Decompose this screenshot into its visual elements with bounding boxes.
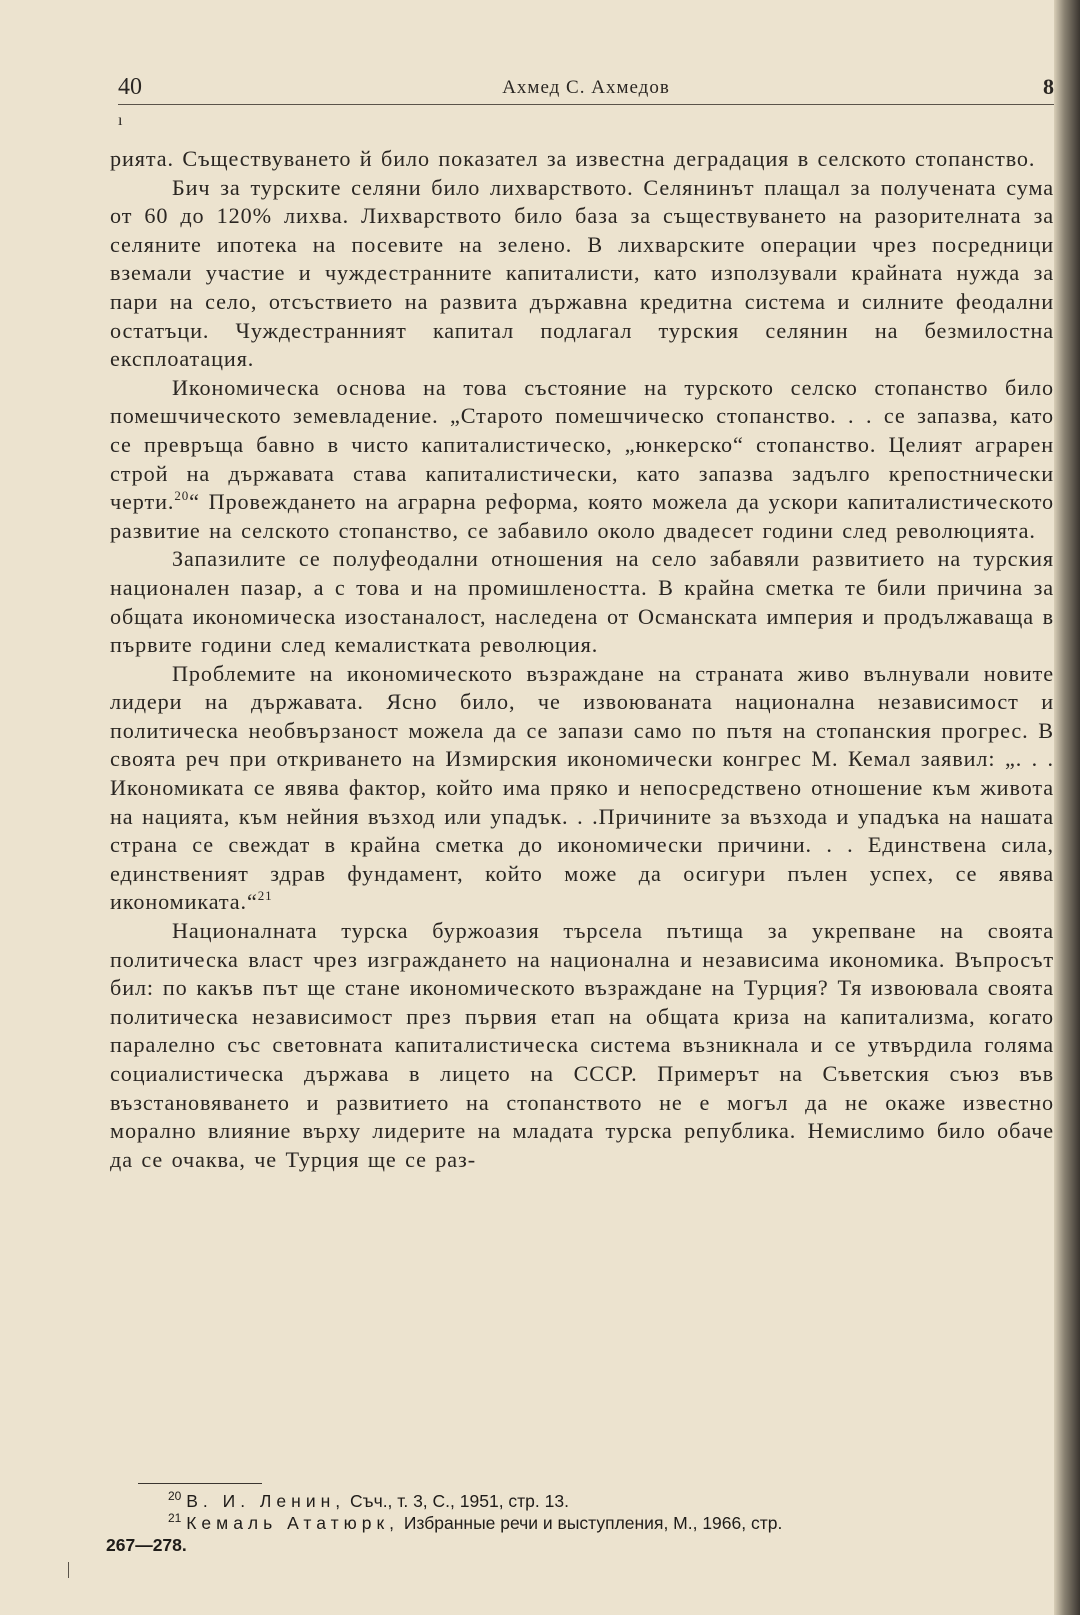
footnote-21-text: Избранные речи и выступления, М., 1966, стр. <box>403 1513 783 1533</box>
paragraph-1: рията. Съществуването й било показател за известна деградация в селското стопанство. <box>110 146 1036 171</box>
paragraph-3 <box>110 374 1054 546</box>
footnote-ref-21: 21 <box>257 888 273 904</box>
header-rule <box>118 104 1054 105</box>
body-text <box>110 145 1054 1174</box>
running-head: Ахмед С. Ахмедов <box>502 77 670 98</box>
header-corner-mark: 8 <box>1043 74 1054 99</box>
margin-tick <box>68 1562 69 1578</box>
paragraph-2: Бич за турските селяни било лихварството. Селянинът плащал за получената сума от 60 до 120% лихва. Лихварството било база за съществуването на разорителната за селяните ипотека на посевите на зелено. В лихварските операции чрез посредници вземали участие и чуждестранните капиталисти, като използували крайната нужда за пари на село, отсъствието на развита държавна кредитна система и силните феодални остатъци. Чуждестранният капитал подлагал турския селянин на безмилостна експлоатация. <box>110 174 1054 372</box>
page-number: 40 <box>118 74 142 100</box>
footnote-20-number: 20 <box>168 1489 182 1503</box>
page-edge-shadow <box>1054 0 1080 1615</box>
paragraph-4: Запазилите се полуфеодални отношения на село забавяли развитието на турския национален пазар, а с това и на промишлеността. В крайна сметка те били причина за общата икономическа изостаналост, наследена от Османската империя и продължаваща в първите години след кемалистката революция. <box>110 546 1054 658</box>
paragraph-5 <box>110 660 1054 917</box>
footnote-21-author: Кемаль Ататюрк, <box>186 1513 399 1533</box>
footnote-20 <box>106 1490 1052 1512</box>
footnotes <box>106 1490 1052 1556</box>
stray-mark: ı <box>118 112 123 129</box>
paragraph-3-text-b: “ Провеждането на аграрна реформа, която можела да ускори капиталистическото развитие на селското стопанство, се забавило около двадесет години след революцията. <box>110 489 1054 543</box>
paragraph-6: Националната турска буржоазия търсела пътища за укрепване на своята политическа власт чрез изграждането на национална и независима икономика. Въпросът бил: по какъв път ще стане икономическото възраждане на Турция? Тя извоювала своята политическа независимост през първия етап на общата криза на капитализма, когато паралелно със световната капиталистическа система възникнала и се утвърдила голяма социалистическа държава в лицето на СССР. Примерът на Съветския съюз във възстановяването и развитието на стопанството не е могъл да не окаже известно морално влияние върху лидерите на младата турска република. Немислимо било обаче да се очаква, че Турция ще се раз- <box>110 918 1054 1172</box>
page-header <box>118 74 1054 106</box>
paragraph-3-text-a: Икономическа основа на това състояние на турското селско стопанство било помешчическото земевладение. „Старото помешчическо стопанство. . . се запазва, като се превръща бавно в чисто капиталистическо, „юнкерско“ стопанство. Целият аграрен строй на държавата става капиталистически, като запазва задълго крепостнически черти. <box>110 374 1054 515</box>
footnote-21-continuation: 267—278. <box>106 1535 187 1555</box>
footnote-ref-20: 20 <box>174 488 190 504</box>
footnote-rule <box>138 1483 262 1484</box>
footnote-21 <box>106 1512 1052 1534</box>
paragraph-5-text: Проблемите на икономическото възраждане на страната живо вълнували новите лидери на държавата. Ясно било, че извоюваната национална независимост и политическа необвързаност можела да се запази само по пътя на стопанския прогрес. В своята реч при откриването на Измирския икономически конгрес М. Кемал заявил: „. . . Икономиката се явява фактор, който има пряко и непосредствено отношение към живота на нацията, към нейния възход или упадък. . .Причините за възхода и упадъка на нашата страна се свеждат в крайна сметка до икономически причини. . . Единствена сила, единственият здрав фундамент, който може да осигури пълен успех, се явява икономиката.“ <box>110 660 1054 915</box>
footnote-21-number: 21 <box>168 1511 182 1525</box>
footnote-20-text: Съч., т. 3, С., 1951, стр. 13. <box>350 1491 569 1511</box>
footnote-20-author: В. И. Ленин, <box>186 1491 346 1511</box>
